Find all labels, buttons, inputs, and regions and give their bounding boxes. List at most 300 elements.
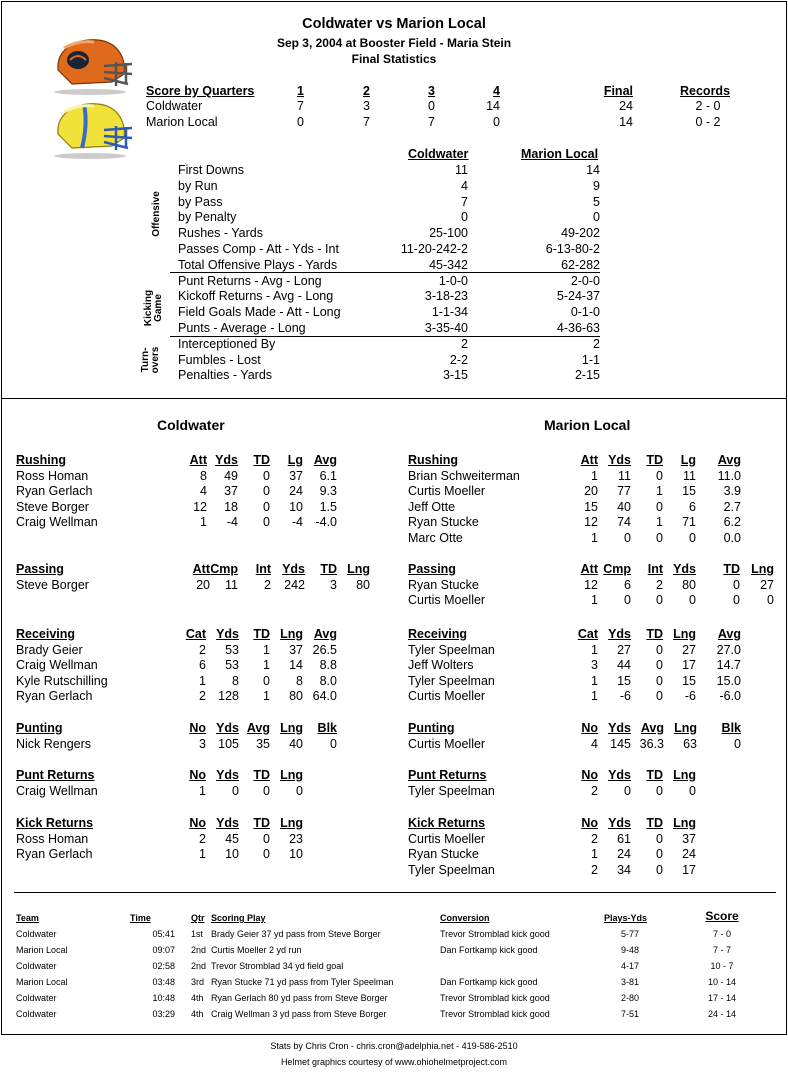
player-stat: 2 (199, 831, 206, 846)
player-stat: -6 (684, 689, 696, 703)
player-stat: -6.0 (719, 689, 741, 703)
quarter-score: 7 (428, 115, 435, 129)
stat-column-header: Avg (313, 453, 337, 467)
player-stat: 80 (682, 577, 696, 592)
stat-column-header: TD (253, 816, 270, 830)
stat-column-header: Lg (287, 453, 303, 467)
player-stat: 0 (734, 736, 741, 751)
player-stat: 10 (225, 847, 239, 861)
team-stat-label: Punt Returns - Avg - Long (178, 273, 322, 288)
player-stat: 80 (289, 689, 303, 703)
stat-column-header: Yds (216, 627, 239, 641)
player-name: Curtis Moeller (408, 736, 486, 751)
team-stat-away: 2-0-0 (570, 273, 600, 288)
footer-helmet-credit: Helmet graphics courtesy of www.ohiohelmetproject.com (280, 1057, 508, 1067)
player-name: Steve Borger (16, 577, 89, 592)
section-divider (1, 398, 787, 399)
team-stat-home: 2-2 (449, 352, 468, 367)
team-stat-home: 3-15 (442, 368, 468, 383)
scoring-play: Ryan Gerlach 80 yd pass from Steve Borger (211, 993, 388, 1003)
scoring-team: Marion Local (16, 945, 68, 955)
scoring-plays-yds: 5-77 (620, 929, 639, 939)
team-stat-home: 11-20-242-2 (400, 242, 468, 256)
player-name: Curtis Moeller (408, 593, 486, 607)
player-name: Craig Wellman (16, 658, 98, 672)
quarter-score: 14 (486, 99, 500, 113)
player-name: Tyler Speelman (408, 783, 495, 798)
team-stats-header-away: Marion Local (521, 147, 599, 161)
team-stat-away: 9 (593, 178, 600, 193)
team-stat-label: Punts - Average - Long (178, 321, 306, 335)
player-name: Jeff Wolters (408, 658, 474, 672)
scoring-quarter: 2nd (191, 961, 207, 971)
player-stat: 11 (225, 577, 238, 592)
player-stat: 0 (263, 831, 270, 846)
stat-section-title: Punt Returns (16, 768, 95, 782)
player-stat: 0 (263, 515, 270, 529)
quarter-header: 4 (493, 84, 500, 98)
player-stat: 145 (610, 736, 631, 751)
player-stat: 17 (682, 862, 696, 877)
stat-section-title: Passing (16, 562, 64, 576)
scoring-score: 7 - 0 (712, 929, 731, 939)
player-name: Craig Wellman (16, 515, 98, 529)
stat-column-header: Blk (317, 721, 337, 735)
player-stat: 2 (591, 831, 598, 846)
stat-section-title: Kick Returns (408, 816, 486, 830)
group-label-offensive: Offensive (151, 191, 162, 237)
quarter-team-name: Coldwater (146, 99, 203, 113)
player-stat: 1 (591, 673, 598, 688)
final-score: 24 (619, 99, 633, 113)
stat-section-title: Passing (408, 562, 456, 576)
stat-column-header: Cat (185, 627, 206, 641)
stat-column-header: Avg (640, 721, 664, 735)
group-label-kicking: Kicking Game (143, 289, 164, 327)
stat-column-header: Att (192, 562, 210, 576)
player-name: Tyler Speelman (408, 642, 495, 657)
team-record: 2 - 0 (695, 99, 721, 113)
player-name: Ryan Gerlach (16, 847, 93, 861)
player-stat: 77 (617, 484, 631, 498)
scoring-time: 10:48 (152, 993, 175, 1003)
team-stat-away: 5-24-37 (556, 289, 600, 304)
quarter-score: 3 (363, 99, 370, 113)
group-divider (170, 336, 600, 337)
player-stat: 8.0 (319, 673, 337, 688)
player-stat: 1 (199, 847, 206, 861)
scoring-time: 03:48 (152, 977, 175, 987)
stat-column-header: Lg (680, 453, 696, 467)
player-stat: 2 (656, 577, 663, 592)
group-label-turnovers: Turn-overs (140, 346, 161, 374)
team-stat-home: 0 (461, 210, 468, 225)
stat-column-header: Blk (721, 721, 741, 735)
scoring-conversion: Trevor Stromblad kick good (440, 929, 550, 939)
player-stat: 1 (591, 847, 598, 861)
stat-column-header: Avg (717, 453, 741, 467)
away-team-heading: Marion Local (544, 417, 631, 433)
player-name: Ryan Stucke (408, 847, 479, 861)
stat-column-header: TD (253, 768, 270, 782)
team-stat-home: 4 (461, 178, 468, 193)
stat-column-header: Yds (282, 562, 305, 576)
player-stat: 35 (256, 736, 270, 751)
player-stat: 11 (683, 468, 696, 483)
player-name: Tyler Speelman (408, 673, 495, 688)
footer-credits: Stats by Chris Cron - chris.cron@adelphia.net - 419-586-2510 (270, 1041, 518, 1051)
player-stat: 1 (591, 642, 598, 657)
stat-column-header: Avg (313, 627, 337, 641)
scoring-conversion: Trevor Stromblad kick good (440, 1009, 550, 1019)
player-stat: 20 (196, 577, 210, 592)
player-stat: 11 (618, 468, 631, 483)
team-stat-home: 1-1-34 (431, 305, 468, 320)
player-stat: 1 (656, 484, 663, 498)
scoring-score: 24 - 14 (707, 1009, 737, 1019)
player-stat: 15.0 (716, 673, 741, 688)
stat-section-title: Punting (16, 721, 63, 735)
player-stat: 0 (656, 642, 663, 657)
stat-column-header: TD (646, 453, 663, 467)
player-stat: 4 (591, 736, 598, 751)
team-stat-label: Passes Comp - Att - Yds - Int (178, 242, 339, 256)
player-stat: 0 (656, 783, 663, 798)
player-stat: 53 (225, 658, 239, 672)
player-stat: 27 (617, 642, 631, 657)
player-name: Marc Otte (408, 530, 463, 545)
player-stat: 18 (224, 499, 238, 514)
player-name: Nick Rengers (16, 736, 92, 751)
player-stat: 20 (584, 484, 598, 498)
player-stat: 0 (656, 658, 663, 672)
player-name: Ryan Stucke (408, 577, 479, 592)
team-stat-label: by Run (178, 178, 218, 193)
player-stat: 26.5 (312, 642, 337, 657)
player-stat: 2 (264, 577, 271, 592)
player-stat: 61 (617, 831, 631, 846)
stat-column-header: TD (253, 627, 270, 641)
stat-section-title: Kick Returns (16, 816, 94, 830)
stat-column-header: Lng (673, 768, 696, 782)
player-stat: 0 (733, 577, 740, 592)
player-stat: 1.5 (319, 499, 337, 514)
player-stat: 2 (591, 783, 598, 798)
player-stat: 1 (591, 530, 598, 545)
player-stat: 10 (289, 499, 303, 514)
player-stat: 12 (584, 515, 598, 529)
player-stat: -4.0 (315, 515, 337, 529)
player-stat: 0 (656, 499, 663, 514)
player-stat: 1 (656, 515, 663, 529)
quarter-score: 7 (363, 115, 370, 129)
player-stat: 0 (263, 847, 270, 861)
team-stat-label: Rushes - Yards (178, 226, 263, 241)
player-stat: 0 (656, 673, 663, 688)
player-stat: 3 (330, 577, 337, 592)
stat-column-header: Yds (608, 721, 631, 735)
stat-column-header: Avg (246, 721, 270, 735)
stat-column-header: Yds (608, 768, 631, 782)
scoring-play: Trevor Stromblad 34 yd field goal (211, 961, 344, 971)
stat-section-title: Punting (408, 721, 455, 735)
player-stat: 27 (682, 642, 696, 657)
stat-column-header: Yds (608, 627, 631, 641)
player-stat: 37 (289, 468, 303, 483)
team-stat-label: Penalties - Yards (178, 368, 273, 383)
player-name: Ryan Gerlach (16, 689, 93, 703)
scoring-play: Curtis Moeller 2 yd run (211, 945, 302, 955)
scoring-time: 03:29 (152, 1009, 175, 1019)
player-stat: 36.3 (639, 736, 664, 751)
player-name: Brady Geier (16, 642, 83, 657)
team-stat-label: by Pass (178, 194, 223, 209)
scoring-plays-yds: 7-51 (620, 1009, 639, 1019)
quarter-header: 3 (428, 84, 435, 98)
quarter-score: 0 (493, 115, 500, 129)
scoring-team: Coldwater (16, 961, 57, 971)
player-stat: 0 (296, 783, 303, 798)
team-stat-home: 3-35-40 (424, 321, 468, 335)
player-stat: 0 (656, 689, 663, 703)
team-stat-home: 3-18-23 (424, 289, 468, 304)
player-stat: 15 (682, 484, 696, 498)
stat-section-title: Receiving (16, 627, 76, 641)
scoring-header-team: Team (16, 913, 39, 923)
team-stat-home: 45-342 (429, 257, 468, 272)
scoring-plays-yds: 2-80 (620, 993, 639, 1003)
team-stat-away: 2-15 (574, 368, 600, 383)
player-stat: 105 (218, 736, 239, 751)
stat-column-header: Avg (717, 627, 741, 641)
team-stat-label: First Downs (178, 163, 244, 177)
stat-column-header: Cat (577, 627, 598, 641)
stat-column-header: Yds (216, 768, 239, 782)
player-stat: 128 (218, 689, 239, 703)
player-stat: 23 (289, 831, 303, 846)
stat-column-header: TD (320, 562, 337, 576)
player-stat: 6 (624, 577, 631, 592)
records-header: Records (680, 84, 731, 98)
player-stat: 15 (617, 673, 631, 688)
player-stat: 49 (224, 468, 238, 483)
team-stat-home: 1-0-0 (438, 273, 468, 288)
scoring-divider (14, 892, 776, 893)
player-stat: 12 (193, 499, 207, 514)
player-stat: 4 (200, 484, 207, 498)
player-stat: 0 (263, 783, 270, 798)
player-stat: 1 (263, 658, 270, 672)
player-stat: 1 (591, 689, 598, 703)
stat-column-header: Att (580, 453, 598, 467)
player-stat: 40 (289, 736, 303, 751)
team-stat-away: 62-282 (561, 257, 600, 272)
player-stat: 10 (289, 847, 303, 861)
player-stat: 37 (289, 642, 303, 657)
game-date-location: Sep 3, 2004 at Booster Field - Maria Stein (276, 36, 512, 50)
scoring-score: 7 - 7 (712, 945, 731, 955)
player-stat: 0 (624, 593, 631, 607)
player-stat: 24 (289, 484, 303, 498)
stat-column-header: No (581, 816, 598, 830)
team-stat-away: 1-1 (581, 352, 600, 367)
player-stat: -4 (226, 515, 238, 529)
player-name: Steve Borger (16, 499, 89, 514)
scoring-team: Marion Local (16, 977, 68, 987)
stat-section-title: Rushing (16, 453, 66, 467)
player-name: Curtis Moeller (408, 831, 486, 846)
player-stat: 71 (682, 515, 696, 529)
scoring-quarter: 1st (191, 929, 204, 939)
stat-section-title: Punt Returns (408, 768, 487, 782)
stat-column-header: Yds (608, 816, 631, 830)
yellow-helmet-icon (44, 100, 136, 160)
stat-column-header: Yds (216, 721, 239, 735)
scoring-score: 10 - 7 (710, 961, 734, 971)
team-stat-away: 6-13-80-2 (545, 242, 600, 256)
scoring-team: Coldwater (16, 993, 57, 1003)
player-stat: 24 (682, 847, 696, 861)
stat-column-header: No (189, 768, 206, 782)
team-stats-header-home: Coldwater (408, 147, 469, 161)
player-stat: 0 (656, 593, 663, 607)
player-stat: 0 (656, 831, 663, 846)
stat-column-header: Yds (608, 453, 631, 467)
scoring-header-score: Score (705, 909, 739, 923)
stat-column-header: Lng (673, 816, 696, 830)
player-stat: 2 (199, 689, 206, 703)
stat-column-header: TD (253, 453, 270, 467)
group-divider (170, 272, 600, 273)
stat-column-header: Lng (280, 768, 303, 782)
stat-column-header: TD (646, 816, 663, 830)
player-stat: -4 (291, 515, 303, 529)
player-stat: 53 (225, 642, 239, 657)
player-stat: 1 (591, 593, 598, 607)
stat-column-header: No (581, 768, 598, 782)
stat-column-header: Att (189, 453, 207, 467)
player-stat: 15 (682, 673, 696, 688)
team-stat-home: 25-100 (429, 226, 468, 241)
player-stat: 24 (617, 847, 631, 861)
final-score: 14 (619, 115, 633, 129)
player-stat: 0 (263, 468, 270, 483)
stat-column-header: TD (723, 562, 740, 576)
stat-column-header: Lng (280, 721, 303, 735)
player-stat: 27.0 (716, 642, 741, 657)
scoring-quarter: 2nd (191, 945, 207, 955)
player-stat: 1 (199, 673, 206, 688)
team-stat-away: 0 (593, 210, 600, 225)
scoring-score: 10 - 14 (707, 977, 737, 987)
final-header: Final (603, 84, 633, 98)
player-name: Brian Schweiterman (408, 468, 520, 483)
player-stat: 0 (624, 783, 631, 798)
scoring-header-qtr: Qtr (191, 913, 205, 923)
scoring-time: 09:07 (152, 945, 175, 955)
stat-column-header: Cmp (603, 562, 631, 576)
scoring-conversion: Dan Fortkamp kick good (440, 945, 538, 955)
player-stat: 1 (263, 642, 270, 657)
player-stat: 0 (263, 484, 270, 498)
team-stat-label: Field Goals Made - Att - Long (178, 305, 341, 320)
team-stat-label: Fumbles - Lost (178, 352, 261, 367)
player-stat: 12 (584, 577, 598, 592)
player-stat: 63 (683, 736, 697, 751)
scoring-plays-yds: 4-17 (620, 961, 639, 971)
player-stat: 0 (656, 862, 663, 877)
player-stat: 8 (296, 673, 303, 688)
player-stat: 1 (591, 468, 598, 483)
scoring-team: Coldwater (16, 929, 57, 939)
scoring-quarter: 4th (191, 1009, 204, 1019)
player-stat: 64.0 (312, 689, 337, 703)
team-record: 0 - 2 (695, 115, 721, 129)
player-stat: 27 (760, 577, 774, 592)
game-title: Coldwater vs Marion Local (302, 16, 486, 32)
quarter-score: 0 (428, 99, 435, 113)
stat-column-header: TD (646, 768, 663, 782)
quarters-label: Score by Quarters (146, 84, 255, 98)
player-stat: 0 (767, 593, 774, 607)
stat-column-header: Lng (347, 562, 370, 576)
player-name: Ross Homan (16, 831, 89, 846)
player-stat: 0 (689, 530, 696, 545)
player-name: Craig Wellman (16, 783, 98, 798)
player-stat: 9.3 (319, 484, 337, 498)
team-stat-away: 14 (586, 163, 600, 177)
player-stat: 2.7 (723, 499, 741, 514)
player-stat: 0 (263, 673, 270, 688)
quarter-header: 2 (363, 84, 370, 98)
player-stat: 0 (733, 593, 740, 607)
page-subtitle: Final Statistics (351, 52, 437, 66)
player-stat: -6 (619, 689, 631, 703)
player-stat: 1 (200, 515, 207, 529)
quarter-header: 1 (297, 84, 304, 98)
team-stat-label: by Penalty (178, 210, 237, 225)
player-stat: 3 (591, 658, 598, 672)
stat-column-header: No (189, 816, 206, 830)
player-stat: 34 (617, 862, 631, 877)
stat-column-header: No (581, 721, 598, 735)
quarter-team-name: Marion Local (146, 115, 218, 129)
stat-column-header: Lng (751, 562, 774, 576)
player-stat: 0 (330, 736, 337, 751)
team-stat-away: 0-1-0 (570, 305, 600, 320)
stat-column-header: Yds (215, 453, 238, 467)
player-name: Ryan Gerlach (16, 484, 93, 498)
player-stat: 0 (656, 530, 663, 545)
player-stat: 8.8 (319, 658, 337, 672)
player-stat: 40 (617, 499, 631, 514)
scoring-plays-yds: 9-48 (620, 945, 639, 955)
scoring-play: Craig Wellman 3 yd pass from Steve Borger (211, 1009, 387, 1019)
scoring-quarter: 3rd (191, 977, 205, 987)
player-stat: 11.0 (717, 468, 741, 483)
player-stat: 0.0 (723, 530, 741, 545)
player-name: Kyle Rutschilling (16, 673, 108, 688)
scoring-conversion: Dan Fortkamp kick good (440, 977, 538, 987)
stat-column-header: Lng (280, 816, 303, 830)
stat-column-header: Lng (673, 627, 696, 641)
scoring-header-time: Time (130, 913, 151, 923)
team-stat-away: 4-36-63 (556, 321, 600, 335)
player-stat: 37 (224, 484, 238, 498)
player-stat: 2 (591, 862, 598, 877)
scoring-header-play: Scoring Play (211, 913, 266, 923)
player-stat: 3.9 (723, 484, 741, 498)
